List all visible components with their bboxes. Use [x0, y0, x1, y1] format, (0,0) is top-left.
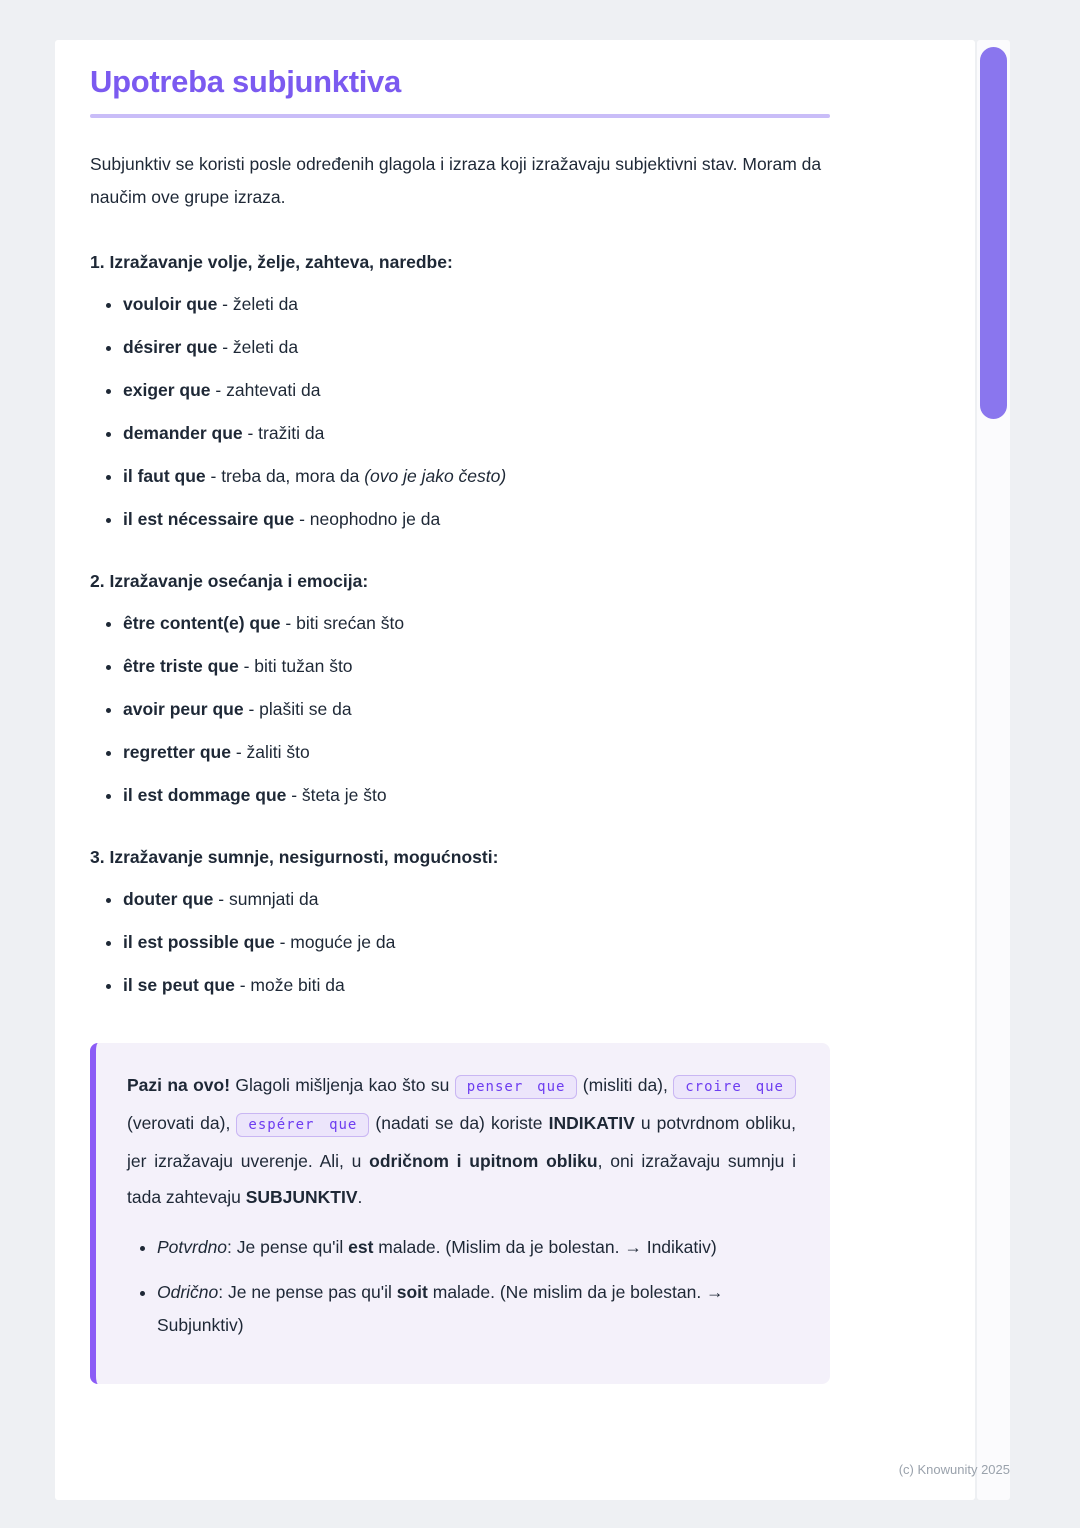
definition: - može biti da [234, 975, 345, 995]
intro-paragraph: Subjunktiv se koristi posle određenih glagola i izraza koji izražavaju subjektivni stav. Moram da naučim ove grupe izraza. [90, 154, 822, 207]
title-underline [90, 114, 830, 118]
list-item [123, 610, 830, 637]
list-item [123, 377, 830, 404]
text-segment: (misliti da), [577, 1075, 674, 1095]
note: (ovo je jako često) [364, 466, 507, 486]
list-item [123, 782, 830, 809]
definition: - neophodno je da [294, 509, 441, 529]
list-item [123, 696, 830, 723]
definition: - biti tužan što [238, 656, 353, 676]
emphasis: SUBJUNKTIV [245, 1187, 358, 1207]
term: il faut que [123, 466, 206, 486]
list-item [123, 739, 830, 766]
footer-credit: (c) Knowunity 2025 [898, 1462, 1010, 1477]
example-item [157, 1231, 736, 1264]
term: douter que [123, 889, 214, 909]
definition: - tražiti da [242, 423, 325, 443]
term-list-1 [90, 291, 830, 533]
emphasis: est [348, 1237, 374, 1257]
emphasis: odričnom i upitnom obliku [369, 1151, 598, 1171]
term-list-2 [90, 610, 830, 809]
term: être triste que [123, 656, 239, 676]
term: il est nécessaire que [123, 509, 295, 529]
list-item [123, 334, 830, 361]
code-chip: croire que [673, 1075, 796, 1099]
definition: - šteta je što [286, 785, 387, 805]
definition: - treba da, mora da [205, 466, 365, 486]
content-column [55, 40, 975, 1384]
example-label: Odrično [157, 1282, 219, 1302]
list-item [123, 420, 830, 447]
text-segment: malade. (Ne mislim da je bolestan. → Subjunktiv) [157, 1282, 724, 1335]
example-list [127, 1231, 796, 1342]
example-item [157, 1276, 736, 1342]
text-segment: : Je pense qu'il [227, 1237, 349, 1257]
definition: - želeti da [217, 294, 299, 314]
text-segment: , oni izražavaju sumnju i tada zahtevaju [127, 1151, 796, 1207]
text-segment: . [357, 1187, 363, 1207]
example-label: Potvrdno [157, 1237, 228, 1257]
list-item [123, 463, 830, 490]
section-heading-3: 3. Izražavanje sumnje, nesigurnosti, mogućnosti: [90, 847, 499, 867]
code-chip: penser que [455, 1075, 578, 1099]
text-segment: (nadati se da) koriste [369, 1113, 549, 1133]
term: il est dommage que [123, 785, 287, 805]
page-title: Upotreba subjunktiva [90, 64, 401, 99]
text-segment: u potvrdnom obliku, jer izražavaju uverenje. Ali, u [127, 1113, 797, 1171]
code-chip: espérer que [236, 1113, 369, 1137]
callout-paragraph [127, 1067, 796, 1215]
emphasis: INDIKATIV [548, 1113, 635, 1133]
section-heading-2: 2. Izražavanje osećanja i emocija: [90, 571, 369, 591]
term: vouloir que [123, 294, 218, 314]
definition: - plašiti se da [243, 699, 352, 719]
term: regretter que [123, 742, 231, 762]
scrollbar-track[interactable] [977, 40, 1010, 1500]
callout-lead: Pazi na ovo! [127, 1075, 231, 1095]
definition: - sumnjati da [213, 889, 319, 909]
callout [90, 1043, 830, 1384]
section-heading-1: 1. Izražavanje volje, želje, zahteva, naredbe: [90, 252, 453, 272]
term: exiger que [123, 380, 211, 400]
term: demander que [123, 423, 243, 443]
list-item [123, 886, 830, 913]
term: il est possible que [123, 932, 275, 952]
list-item [123, 506, 830, 533]
term: avoir peur que [123, 699, 244, 719]
text-segment: (verovati da), [127, 1113, 237, 1133]
content-card [55, 40, 975, 1500]
term: il se peut que [123, 975, 235, 995]
list-item [123, 653, 830, 680]
definition: - biti srećan što [280, 613, 405, 633]
term-list-3 [90, 886, 830, 999]
scrollbar-thumb[interactable] [980, 47, 1007, 419]
list-item [123, 291, 830, 318]
definition: - žaliti što [230, 742, 310, 762]
list-item [123, 929, 830, 956]
list-item [123, 972, 830, 999]
text-segment: Glagoli mišljenja kao što su [230, 1075, 455, 1095]
text-segment: : Je ne pense pas qu'il [218, 1282, 397, 1302]
definition: - zahtevati da [210, 380, 321, 400]
term: désirer que [123, 337, 218, 357]
term: être content(e) que [123, 613, 281, 633]
definition: - moguće je da [274, 932, 396, 952]
emphasis: soit [396, 1282, 428, 1302]
definition: - želeti da [217, 337, 299, 357]
text-segment: malade. (Mislim da je bolestan. → Indikativ) [373, 1237, 717, 1257]
